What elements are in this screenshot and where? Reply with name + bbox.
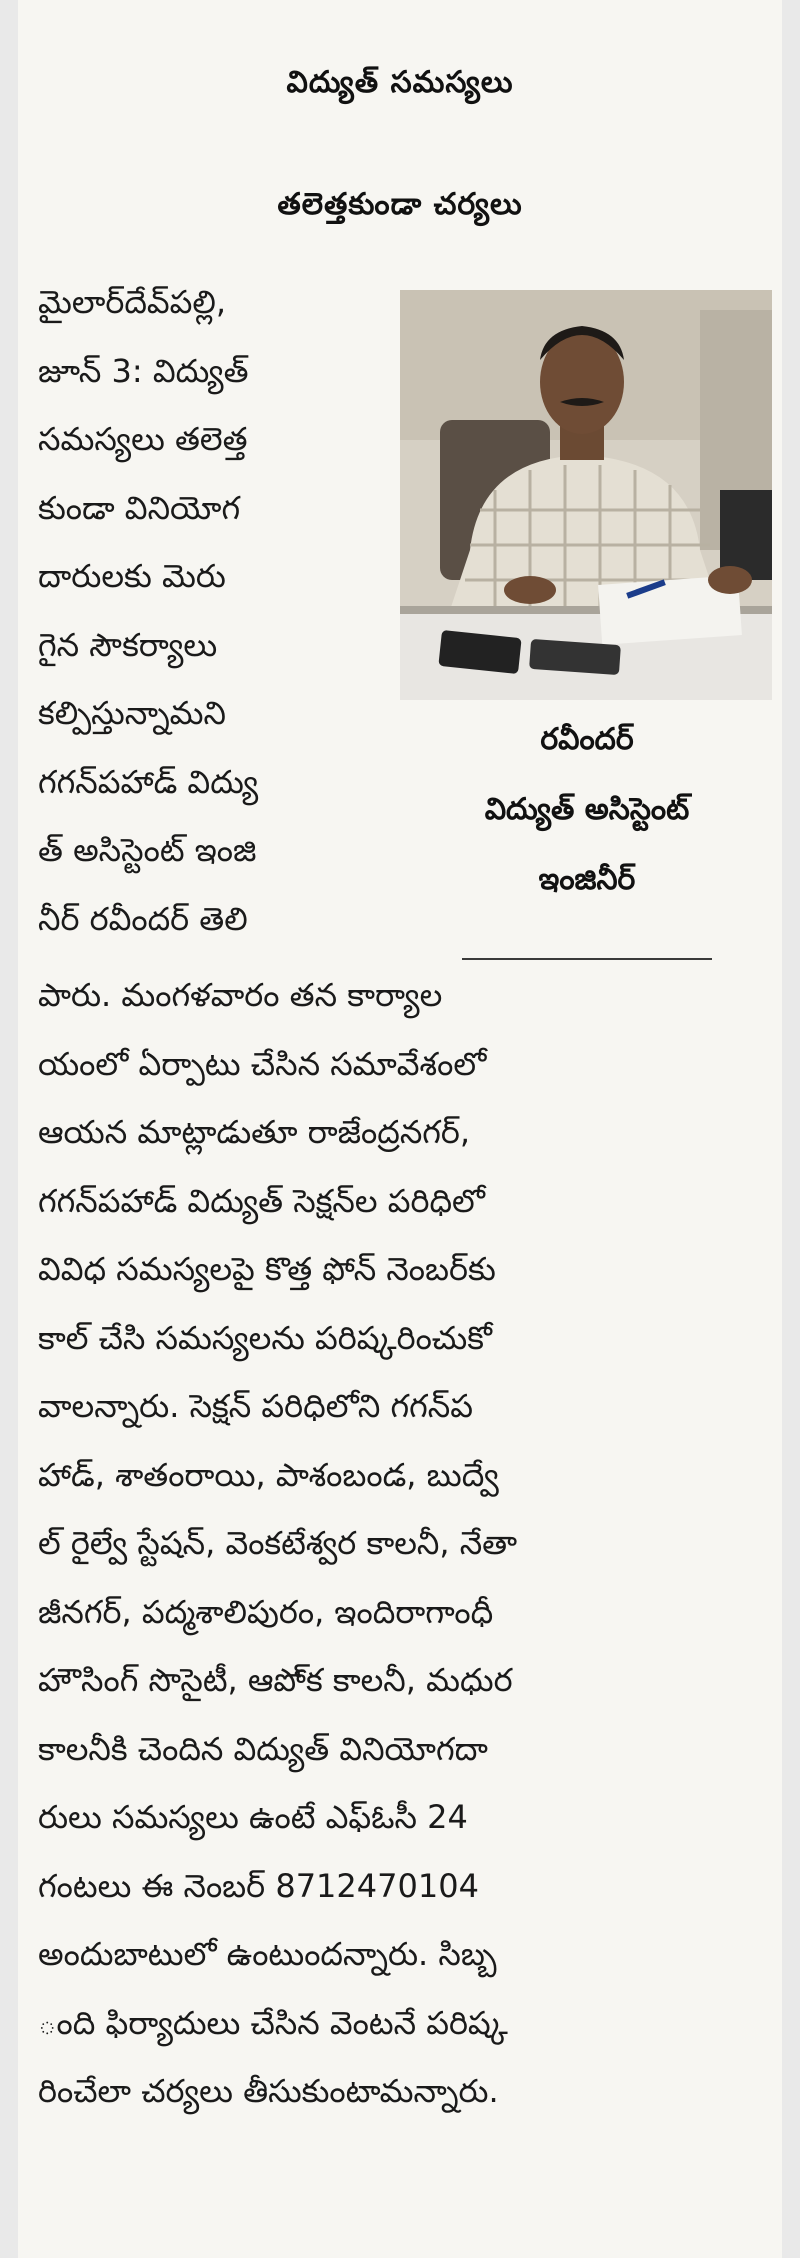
article-line: కుండా వినియోగ (38, 488, 241, 527)
photo-caption-designation-2: ఇంజినీర్ (538, 862, 636, 897)
article-line: వాలన్నారు. సెక్షన్ పరిధిలోని గగన్‌ప (38, 1387, 473, 1425)
headline-line-2: తలెత్తకుండా చర్యలు (277, 187, 523, 222)
article-line: జూన్ 3: విద్యుత్ (38, 351, 249, 390)
article-line: ంది ఫిర్యాదులు చేసిన వెంటనే పరిష్క (38, 2003, 508, 2042)
article-line: కాలనీకి చెందిన విద్యుత్ వినియోగదా (38, 1729, 488, 1768)
article-line: గగన్‌పహాడ్ విద్యుత్ సెక్షన్‌ల పరిధిలో (38, 1181, 485, 1220)
article-line: యంలో ఏర్పాటు చేసిన సమావేశంలో (38, 1044, 487, 1083)
article-line: హౌసింగ్ సొసైటీ, ఆపో్క కాలనీ, మధుర (38, 1661, 513, 1699)
article-line: వివిధ సమస్యలపై కొత్త ఫోన్ నెంబర్‌కు (38, 1250, 496, 1288)
person-at-desk-photo (400, 290, 772, 700)
article-line: సమస్యలు తలెత్త (38, 420, 248, 458)
article-line: జీనగర్, పద్మశాలిపురం, ఇందిరాగాంధీ (38, 1592, 494, 1631)
photo-caption-designation-1: విద్యుత్ అసిస్టెంట్ (484, 792, 690, 827)
article-line: కాల్ చేసి సమస్యలను పరిష్కరించుకో (38, 1318, 492, 1357)
article-line: పారు. మంగళవారం తన కార్యాల (38, 976, 443, 1014)
article-line: గంటలు ఈ నెంబర్ 8712470104 (38, 1866, 479, 1905)
photo-illustration (400, 290, 772, 700)
article-line: కల్పిస్తున్నామని (38, 694, 226, 732)
article-line: హాడ్, శాతంరాయి, పాశంబండ, బుద్వే (38, 1455, 499, 1494)
article-line: మైలార్‌దేవ్‌పల్లి, (38, 283, 227, 321)
article-line: దారులకు మెరు (38, 557, 226, 595)
headline-line-1: విద్యుత్ సమస్యలు (286, 65, 514, 100)
caption-divider (462, 958, 712, 960)
article-line: ల్ రైల్వే స్టేషన్, వెంకటేశ్వర కాలనీ, నేతా (38, 1524, 518, 1562)
article-line: రులు సమస్యలు ఉంటే ఎఫ్‌ఓసీ 24 (38, 1798, 468, 1836)
newspaper-clipping (18, 0, 782, 2258)
article-line: గగన్‌పహాడ్ విద్యు (38, 762, 259, 801)
article-line: నీర్ రవీందర్ తెలి (38, 899, 248, 938)
article-line: రించేలా చర్యలు తీసుకుంటామన్నారు. (38, 2072, 499, 2110)
article-line: గైన సౌకర్యాలు (38, 625, 218, 664)
article-line: అందుబాటులో ఉంటుందన్నారు. సిబ్బ (38, 1935, 497, 1973)
article-line: త్ అసిస్టెంట్ ఇంజి (38, 831, 257, 869)
photo-caption-name: రవీందర్ (540, 722, 634, 757)
article-line: ఆయన మాట్లాడుతూ రాజేంద్రనగర్, (38, 1113, 471, 1151)
